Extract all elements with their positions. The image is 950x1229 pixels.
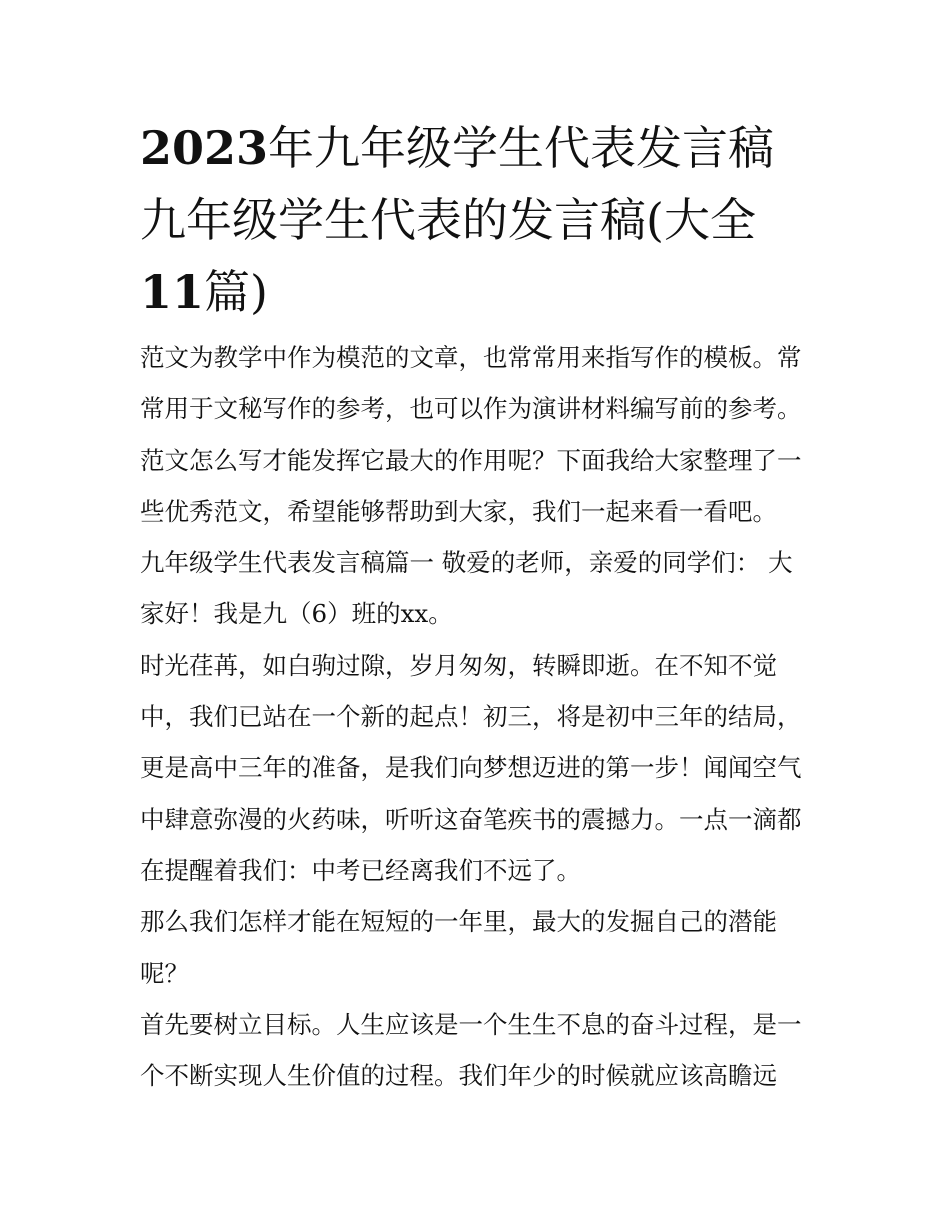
paragraph-intro: 范文为教学中作为模范的文章，也常常用来指写作的模板。常常用于文秘写作的参考，也可以作为演讲材料编写前的参考。范文怎么写才能发挥它最大的作用呢？下面我给大家整理了一些优秀范文，希望能够帮助到大家，我们一起来看一看吧。 bbox=[140, 343, 802, 526]
title-line1-text: 年九年级学生代表发言稿 bbox=[268, 121, 775, 175]
title-line2-text: 九年级学生代表的发言稿(大全 bbox=[140, 193, 756, 247]
paragraph-time: 时光荏苒，如白驹过隙，岁月匆匆，转瞬即逝。在不知不觉中，我们已站在一个新的起点！初三，将是初中三年的结局，更是高中三年的准备，是我们向梦想迈进的第一步！闻闻空气中肆意弥漫的火药味，听听这奋笔疾书的震撼力。一点一滴都在提醒着我们：中考已经离我们不远了。 bbox=[140, 650, 802, 885]
paragraph-goal: 首先要树立目标。人生应该是一个生生不息的奋斗过程，是一个不断实现人生价值的过程。我们年少的时候就应该高瞻远 bbox=[140, 1009, 802, 1091]
document-page bbox=[140, 112, 812, 1101]
paragraph-greeting: 九年级学生代表发言稿篇一 敬爱的老师，亲爱的同学们： 大家好！我是九（6）班的xx。 bbox=[140, 548, 793, 629]
title-line3-text: 篇) bbox=[204, 265, 268, 319]
title-year: 2023 bbox=[140, 121, 269, 175]
title-count: 11 bbox=[140, 265, 205, 319]
paragraph-question: 那么我们怎样才能在短短的一年里，最大的发掘自己的潜能呢？ bbox=[140, 907, 777, 988]
document-title bbox=[140, 112, 812, 328]
